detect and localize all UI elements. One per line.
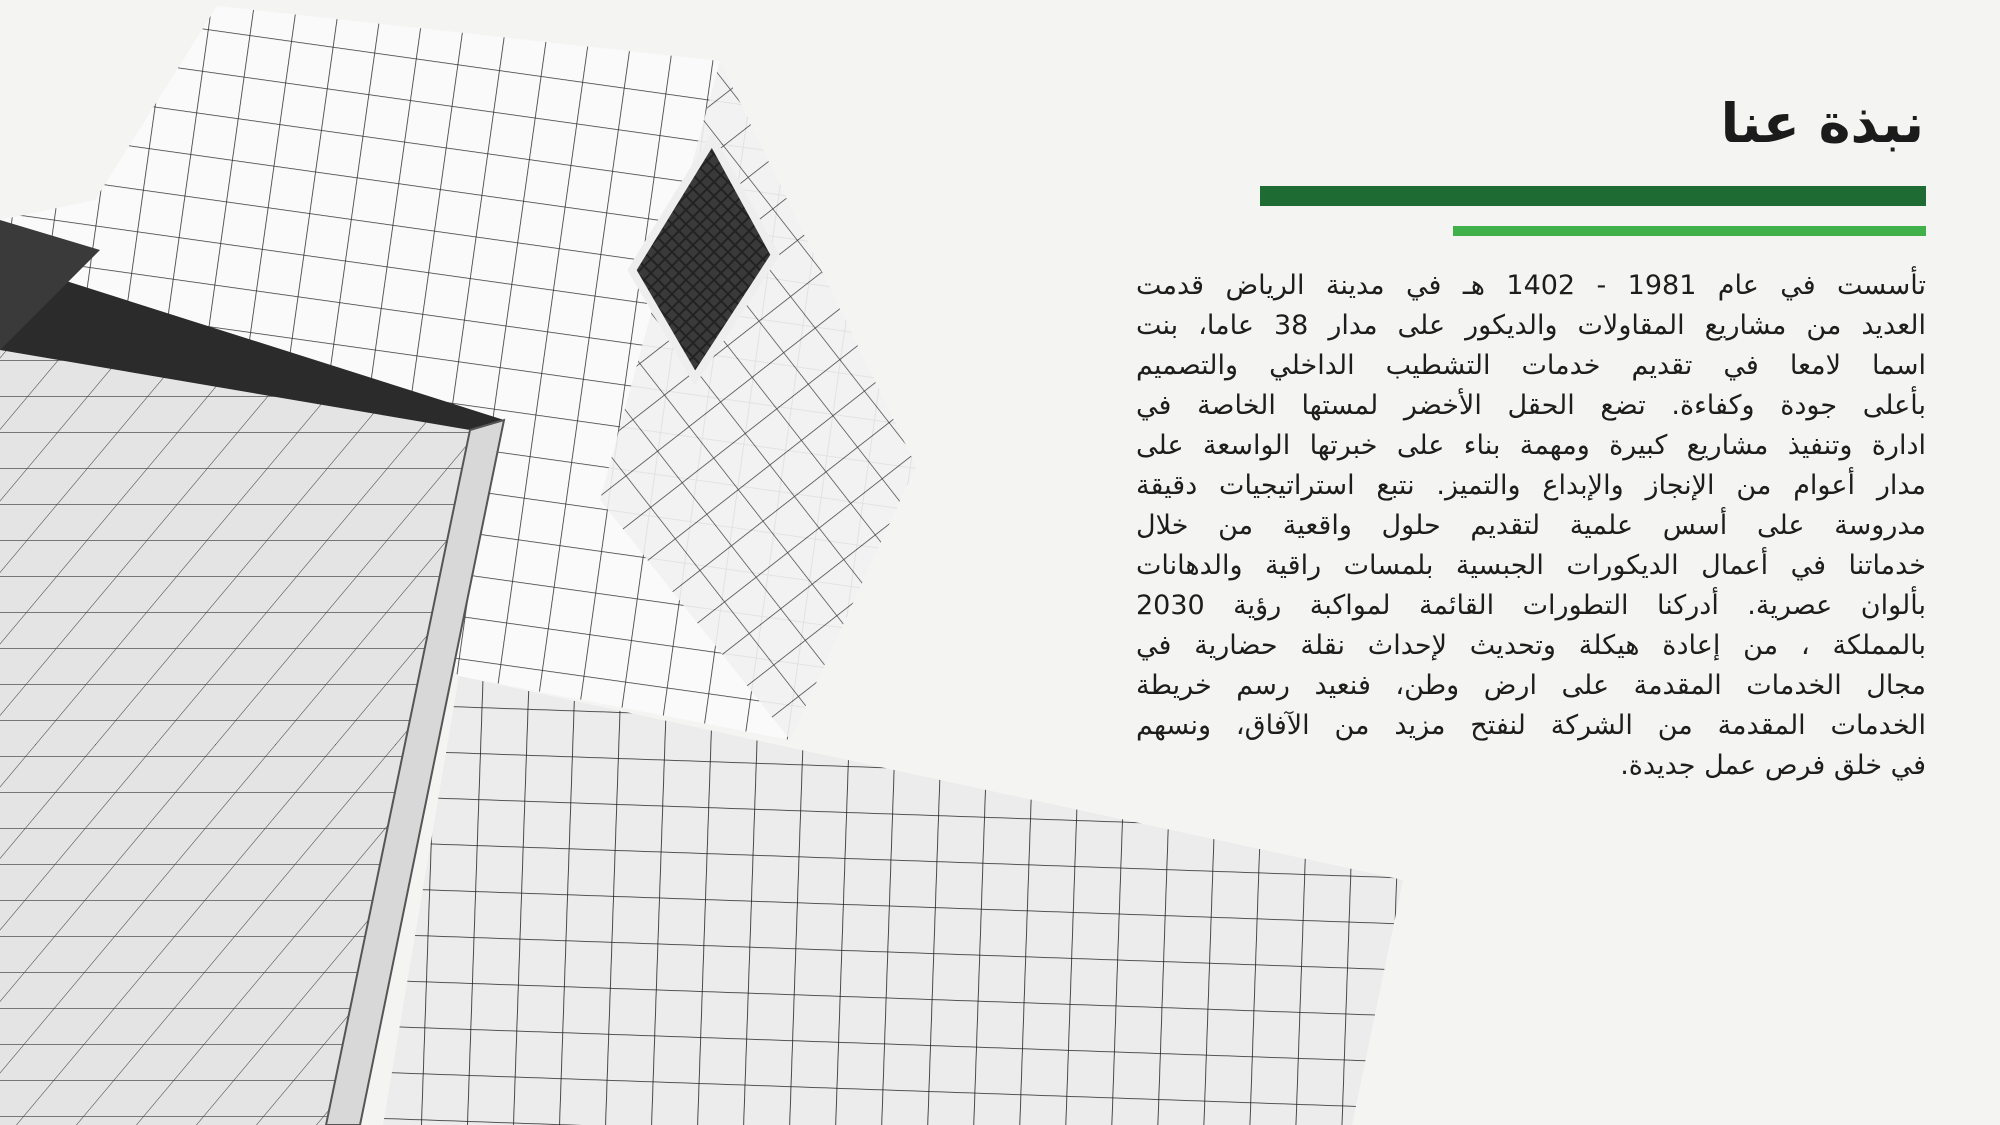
paragraph-line: بأعلى جودة وكفاءة. تضع الحقل الأخضر لمستها الخاصة في bbox=[1136, 390, 1926, 421]
paragraph-line: مدار أعوام من الإنجاز والإبداع والتميز. نتبع استراتيجيات دقيقة bbox=[1136, 470, 1926, 501]
title-underline-dark bbox=[1260, 186, 1926, 206]
paragraph-line: بالمملكة ، من إعادة هيكلة وتحديث لإحداث نقلة حضارية في bbox=[1136, 630, 1926, 661]
paragraph-line: بألوان عصرية. أدركنا التطورات القائمة لمواكبة رؤية 2030 bbox=[1136, 590, 1926, 621]
paragraph-line: ادارة وتنفيذ مشاريع كبيرة ومهمة بناء على خبرتها الواسعة على bbox=[1136, 430, 1926, 461]
page-title: نبذة عنا bbox=[1720, 92, 1924, 155]
paragraph-line: الخدمات المقدمة من الشركة لنفتح مزيد من الآفاق، ونسهم bbox=[1136, 710, 1926, 741]
title-underline-light bbox=[1453, 226, 1926, 236]
paragraph-line: خدماتنا في أعمال الديكورات الجبسية بلمسات راقية والدهانات bbox=[1136, 550, 1926, 581]
paragraph-line: اسما لامعا في تقديم خدمات التشطيب الداخلي والتصميم bbox=[1136, 350, 1926, 381]
paragraph-line: في خلق فرص عمل جديدة. bbox=[1620, 750, 1926, 781]
about-paragraph bbox=[1136, 266, 1926, 786]
paragraph-line: تأسست في عام 1981 - 1402 هـ في مدينة الرياض قدمت bbox=[1136, 270, 1926, 301]
paragraph-line: مدروسة على أسس علمية لتقديم حلول واقعية من خلال bbox=[1136, 510, 1926, 541]
paragraph-line: مجال الخدمات المقدمة على ارض وطن، فنعيد رسم خريطة bbox=[1136, 670, 1926, 701]
paragraph-line: العديد من مشاريع المقاولات والديكور على مدار 38 عاما، بنت bbox=[1136, 310, 1926, 341]
